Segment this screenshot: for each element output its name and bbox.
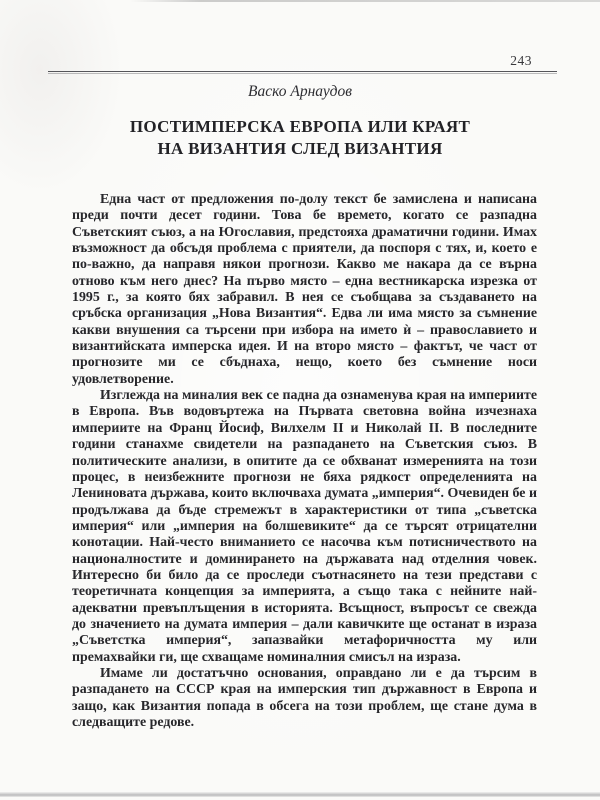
article-body — [72, 192, 537, 731]
article-title-line-1: ПОСТИМПЕРСКА ЕВРОПА ИЛИ КРАЯТ — [129, 117, 471, 136]
scan-artifact-bottom-edge — [0, 792, 600, 797]
header-rule — [48, 71, 557, 74]
author-name: Васко Арнаудов — [248, 83, 352, 100]
paragraph-2: Изглежда на миналия век се падна да ознаменува края на империите в Европа. Във водовъртежа на Първата световна война изчезнаха империите на Франц Йосиф, Вилхелм II и Николай II. В последните години станахме свидетели на разпадането на Съветския съюз. В политическите анализи, в опитите да се обхванат измеренията на този процес, в неизбежните прогнози не бяха рядкост определенията на Лениновата държава, които включваха думата „империя“. Очевиден бе и продължава да бъде стремежът в характеристики от типа „съветска империя“ или „империя на болшевиките“ да се търсят отрицателни конотации. Най-често вниманието се насочва към потисничеството на националностите и доминирането на държавата над отделния човек. Интересно би било да се проследи съотнасянето на тези представи с теоретичната концепция за империята, а също така с нейните най-адекватни превъплъщения в историята. Всъщност, въпросът се свежда до значението на думата империя – дали кавичките ще останат в израза „Съветстка империя“, запазвайки метафоричността му или премахвайки ги, ще схващаме номиналния смисъл на израза. — [72, 388, 537, 665]
paragraph-1: Една част от предложения по-долу текст бе замислена и написана преди почти десет години. Това бе времето, когато се разпадна Съветският съюз, а на Югославия, предстояха драматични години. Имах възможност да обсъдя проблема с приятели, да поспоря с тях, и, което е по-важно, да направя някои прогнози. Какво ме накара да се върна отново към него днес? На първо място – една вестникарска изрезка от 1995 г., за която бях забравил. В нея се съобщава за създаването на сръбска организация „Нова Византия“. Едва ли има място за съмнение какви внушения са търсени при избора на името ѝ – православието и византийската имперска идея. И на второ място – фактът, че част от прогнозите ми се сбъднаха, нещо, което без съмнение носи удовлетворение. — [72, 192, 537, 387]
article-title — [0, 116, 600, 159]
scan-artifact-top-edge — [130, 0, 600, 2]
paragraph-3: Имаме ли достатъчно основания, оправдано ли е да търсим в разпадането на СССР края на имперския тип държавност в Европа и защо, как Византия попада в обсега на този проблем, ще стане дума в следващите редове. — [72, 665, 537, 730]
page-number: 243 — [510, 53, 532, 68]
article-title-line-2: НА ВИЗАНТИЯ СЛЕД ВИЗАНТИЯ — [157, 138, 443, 158]
